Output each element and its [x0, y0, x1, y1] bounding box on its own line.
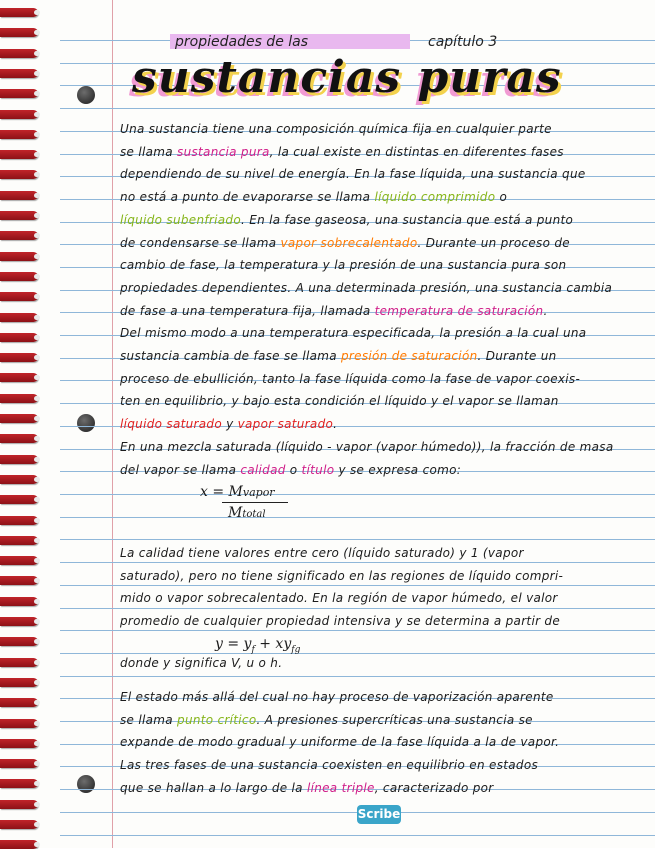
text-line: [120, 167, 586, 181]
spiral-ring: [0, 556, 38, 565]
quality-denominator-sub: total: [242, 509, 266, 520]
spiral-binding: [0, 0, 42, 848]
header-chapter: capítulo 3: [428, 34, 498, 50]
spiral-ring: [0, 658, 38, 667]
quality-denominator-group: [228, 505, 266, 521]
average-sub-f: f: [251, 644, 255, 655]
spiral-ring: [0, 698, 38, 707]
highlighted-term: título: [301, 463, 335, 477]
spiral-ring: [0, 617, 38, 626]
average-sub-fg: fg: [291, 644, 301, 655]
spiral-ring: [0, 28, 38, 37]
text-line: [120, 258, 566, 272]
quality-denominator: M: [228, 505, 243, 521]
spiral-ring: [0, 69, 38, 78]
spiral-ring: [0, 170, 38, 179]
spiral-ring: [0, 800, 38, 809]
spiral-ring: [0, 414, 38, 423]
spiral-ring: [0, 211, 38, 220]
text-line: [120, 145, 564, 159]
text-segment: de fase a una temperatura fija, llamada: [120, 304, 375, 318]
text-segment: que se hallan a lo largo de la: [120, 781, 307, 795]
text-line: [120, 614, 560, 628]
ruled-line: [60, 562, 655, 563]
text-line: [120, 591, 558, 605]
spiral-ring: [0, 89, 38, 98]
text-line: [120, 349, 557, 363]
text-segment: se llama: [120, 713, 178, 727]
text-segment: y se expresa como:: [334, 463, 462, 477]
text-segment: Del mismo modo a una temperatura especificada, la presión a la cual una: [120, 326, 587, 340]
highlighted-term: calidad: [240, 463, 286, 477]
ruled-line: [60, 608, 655, 609]
text-line: [120, 656, 282, 670]
spiral-ring: [0, 475, 38, 484]
highlighted-term: presión de saturación: [341, 349, 478, 363]
highlighted-term: vapor saturado: [237, 417, 334, 431]
text-line: [120, 781, 494, 795]
text-line: [120, 569, 563, 583]
spiral-ring: [0, 516, 38, 525]
text-segment: La calidad tiene valores entre cero (líquido saturado) y 1 (vapor: [120, 546, 524, 560]
spiral-ring: [0, 8, 38, 17]
text-segment: saturado), pero no tiene significado en las regiones de líquido compri-: [120, 569, 564, 583]
binder-hole: [77, 86, 95, 104]
spiral-ring: [0, 678, 38, 687]
text-line: [120, 440, 613, 454]
highlighted-term: sustancia pura: [177, 145, 270, 159]
highlighted-term: líquido comprimido: [374, 190, 496, 204]
spiral-ring: [0, 130, 38, 139]
ruled-line: [60, 835, 655, 836]
text-segment: En una mezcla saturada (líquido - vapor (vapor húmedo)), la fracción de masa: [120, 440, 614, 454]
quality-formula: [200, 484, 275, 500]
spiral-ring: [0, 455, 38, 464]
spiral-ring: [0, 292, 38, 301]
text-line: [120, 758, 538, 772]
spiral-ring: [0, 759, 38, 768]
text-segment: El estado más allá del cual no hay proceso de vaporización aparente: [120, 690, 554, 704]
text-line: [120, 304, 548, 318]
text-segment: . En la fase gaseosa, una sustancia que está a punto: [240, 213, 574, 227]
spiral-ring: [0, 373, 38, 382]
spiral-ring: [0, 333, 38, 342]
text-line: [120, 190, 507, 204]
spiral-ring: [0, 49, 38, 58]
average-formula: [215, 636, 300, 655]
ruled-line: [60, 539, 655, 540]
text-segment: no está a punto de evaporarse se llama: [120, 190, 375, 204]
spiral-ring: [0, 110, 38, 119]
spiral-ring: [0, 252, 38, 261]
text-line: [120, 372, 580, 386]
binder-hole: [77, 775, 95, 793]
spiral-ring: [0, 576, 38, 585]
ruled-line: [60, 494, 655, 495]
highlighted-term: línea triple: [306, 781, 375, 795]
highlighted-term: líquido subenfriado: [120, 213, 241, 227]
text-segment: proceso de ebullición, tanto la fase líquida como la fase de vapor coexis-: [120, 372, 581, 386]
text-line: [120, 281, 612, 295]
highlighted-term: punto crítico: [177, 713, 257, 727]
spiral-ring: [0, 150, 38, 159]
quality-numerator: M: [228, 484, 243, 500]
highlighted-term: vapor sobrecalentado: [280, 236, 418, 250]
text-segment: sustancia cambia de fase se llama: [120, 349, 342, 363]
ruled-line: [60, 653, 655, 654]
average-mid: + xy: [254, 636, 292, 652]
binder-hole: [77, 414, 95, 432]
text-segment: o: [285, 463, 302, 477]
text-segment: . Durante un proceso de: [417, 236, 570, 250]
spiral-ring: [0, 313, 38, 322]
text-segment: expande de modo gradual y uniforme de la fase líquida a la de vapor.: [120, 735, 560, 749]
spiral-ring: [0, 536, 38, 545]
text-segment: dependiendo de su nivel de energía. En la fase líquida, una sustancia que: [120, 167, 586, 181]
spiral-ring: [0, 637, 38, 646]
text-segment: y: [221, 417, 238, 431]
spiral-ring: [0, 719, 38, 728]
text-line: [120, 213, 573, 227]
text-line: [120, 394, 559, 408]
ruled-line: [60, 585, 655, 586]
text-segment: donde y significa V, u o h.: [120, 656, 283, 670]
average-lhs: y = y: [215, 636, 252, 652]
text-segment: .: [543, 304, 548, 318]
spiral-ring: [0, 434, 38, 443]
quality-lhs: x =: [200, 484, 229, 500]
text-line: [120, 546, 524, 560]
text-segment: se llama: [120, 145, 178, 159]
text-segment: mido o vapor sobrecalentado. En la región de vapor húmedo, el valor: [120, 591, 558, 605]
spiral-ring: [0, 272, 38, 281]
text-segment: de condensarse se llama: [120, 236, 281, 250]
spiral-ring: [0, 394, 38, 403]
scribe-badge[interactable]: Scribe: [357, 805, 401, 824]
highlighted-term: temperatura de saturación: [374, 304, 544, 318]
ruled-line: [60, 517, 655, 518]
text-segment: , caracterizado por: [374, 781, 494, 795]
text-line: [120, 713, 533, 727]
text-segment: . Durante un: [477, 349, 557, 363]
ruled-line: [60, 676, 655, 677]
text-line: [120, 463, 461, 477]
text-segment: . A presiones supercríticas una sustancia se: [256, 713, 533, 727]
text-line: [120, 417, 337, 431]
ruled-line: [60, 108, 655, 109]
page-title: sustancias puras: [132, 52, 562, 103]
text-segment: Una sustancia tiene una composición química fija en cualquier parte: [120, 122, 552, 136]
text-line: [120, 236, 570, 250]
text-line: [120, 735, 559, 749]
spiral-ring: [0, 739, 38, 748]
text-segment: Las tres fases de una sustancia coexisten en equilibrio en estados: [120, 758, 539, 772]
text-segment: ten en equilibrio, y bajo esta condición el líquido y el vapor se llaman: [120, 394, 559, 408]
text-segment: , la cual existe en distintas en diferentes fases: [269, 145, 564, 159]
text-segment: o: [495, 190, 508, 204]
spiral-ring: [0, 495, 38, 504]
text-line: [120, 326, 586, 340]
text-segment: propiedades dependientes. A una determinada presión, una sustancia cambia: [120, 281, 613, 295]
spiral-ring: [0, 353, 38, 362]
quality-numerator-sub: vapor: [242, 486, 275, 499]
spiral-ring: [0, 820, 38, 829]
text-line: [120, 690, 554, 704]
spiral-ring: [0, 231, 38, 240]
fraction-bar: [222, 502, 288, 503]
text-line: [120, 122, 552, 136]
ruled-line: [60, 630, 655, 631]
header-subject: propiedades de las: [175, 34, 309, 50]
text-segment: .: [333, 417, 338, 431]
spiral-ring: [0, 597, 38, 606]
spiral-ring: [0, 779, 38, 788]
highlighted-term: líquido saturado: [120, 417, 222, 431]
spiral-ring: [0, 191, 38, 200]
text-segment: promedio de cualquier propiedad intensiva y se determina a partir de: [120, 614, 561, 628]
text-segment: cambio de fase, la temperatura y la presión de una sustancia pura son: [120, 258, 567, 272]
text-segment: del vapor se llama: [120, 463, 241, 477]
